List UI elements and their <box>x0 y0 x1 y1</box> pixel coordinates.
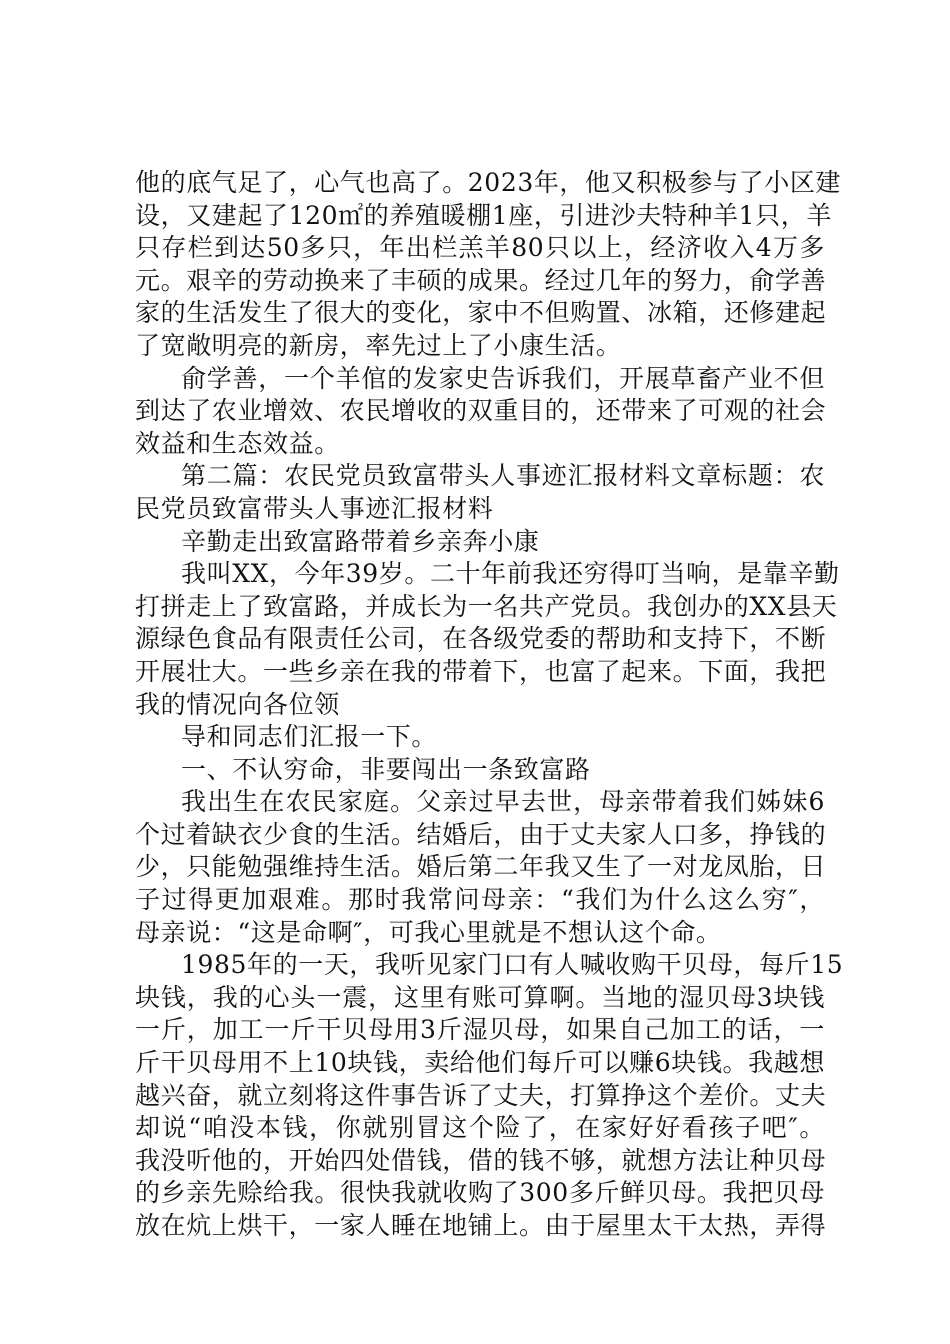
text-line: 却说“咱没本钱，你就别冒这个险了，在家好好看孩子吧″。 <box>135 1113 825 1143</box>
paragraph-4 <box>135 526 825 559</box>
text-line: 母亲说：“这是命啊″，可我心里就是不想认这个命。 <box>135 917 722 947</box>
text-line: 一斤，加工一斤干贝母用3斤湿贝母，如果自己加工的话，一 <box>135 1015 825 1045</box>
text-line: 效益和生态效益。 <box>135 428 340 458</box>
paragraph-3 <box>135 460 825 525</box>
paragraph-2 <box>135 363 825 461</box>
paragraph-7 <box>135 754 825 787</box>
text-line: 放在炕上烘干，一家人睡在地铺上。由于屋里太干太热，弄得 <box>135 1211 827 1240</box>
text-line: 了宽敞明亮的新房，率先过上了小康生活。 <box>135 330 622 360</box>
text-line: 设，又建起了120㎡的养殖暖棚1座，引进沙夫特种羊1只，羊 <box>135 200 832 230</box>
text-line: 越兴奋，就立刻将这件事告诉了丈夫，打算挣这个差价。丈夫 <box>135 1080 827 1110</box>
paragraph-8 <box>135 786 825 949</box>
text-line: 个过着缺衣少食的生活。结婚后，由于丈夫家人口多，挣钱的 <box>135 819 827 849</box>
text-line: 打拼走上了致富路，并成长为一名共产党员。我创办的XX县天 <box>135 591 838 621</box>
document-body <box>135 167 844 1243</box>
text-line: 我的情况向各位领 <box>135 689 340 719</box>
text-line: 一、不认穷命，非要闯出一条致富路 <box>181 754 591 784</box>
text-line: 家的生活发生了很大的变化，家中不但购置、冰箱，还修建起 <box>135 298 827 328</box>
paragraph-5 <box>135 558 840 721</box>
text-line: 俞学善，一个羊倌的发家史告诉我们，开展草畜产业不但 <box>181 363 825 393</box>
text-line: 只存栏到达50多只，年出栏羔羊80只以上，经济收入4万多 <box>135 233 825 263</box>
text-line: 我没听他的，开始四处借钱，借的钱不够，就想方法让种贝母 <box>135 1145 827 1175</box>
text-line: 他的底气足了，心气也高了。2023年，他又积极参与了小区建 <box>135 168 842 197</box>
paragraph-1 <box>135 167 842 363</box>
text-line: 民党员致富带头人事迹汇报材料 <box>135 493 494 523</box>
paragraph-6 <box>135 721 825 754</box>
text-line: 的乡亲先赊给我。很快我就收购了300多斤鲜贝母。我把贝母 <box>135 1178 825 1208</box>
text-line: 元。艰辛的劳动换来了丰硕的成果。经过几年的努力，俞学善 <box>135 265 827 295</box>
text-line: 我叫XX，今年39岁。二十年前我还穷得叮当响，是靠辛勤 <box>181 559 840 589</box>
text-line: 到达了农业增效、农民增收的双重目的，还带来了可观的社会 <box>135 396 827 426</box>
text-line: 块钱，我的心头一震，这里有账可算啊。当地的湿贝母3块钱 <box>135 982 825 1012</box>
text-line: 导和同志们汇报一下。 <box>181 722 438 752</box>
text-line: 第二篇：农民党员致富带头人事迹汇报材料文章标题：农 <box>181 461 825 491</box>
text-line: 1985年的一天，我听见家门口有人喊收购干贝母，每斤15 <box>181 950 844 980</box>
text-line: 开展壮大。一些乡亲在我的带着下，也富了起来。下面，我把 <box>135 656 827 686</box>
text-line: 源绿色食品有限责任公司，在各级党委的帮助和支持下，不断 <box>135 624 827 654</box>
text-line: 斤干贝母用不上10块钱，卖给他们每斤可以赚6块钱。我越想 <box>135 1048 825 1078</box>
paragraph-9 <box>135 949 844 1242</box>
text-line: 我出生在农民家庭。父亲过早去世，母亲带着我们姊妹6 <box>181 787 825 817</box>
text-line: 辛勤走出致富路带着乡亲奔小康 <box>181 526 540 556</box>
text-line: 子过得更加艰难。那时我常问母亲：“我们为什么这么穷″， <box>135 885 825 915</box>
text-line: 少，只能勉强维持生活。婚后第二年我又生了一对龙凤胎，日 <box>135 852 827 882</box>
